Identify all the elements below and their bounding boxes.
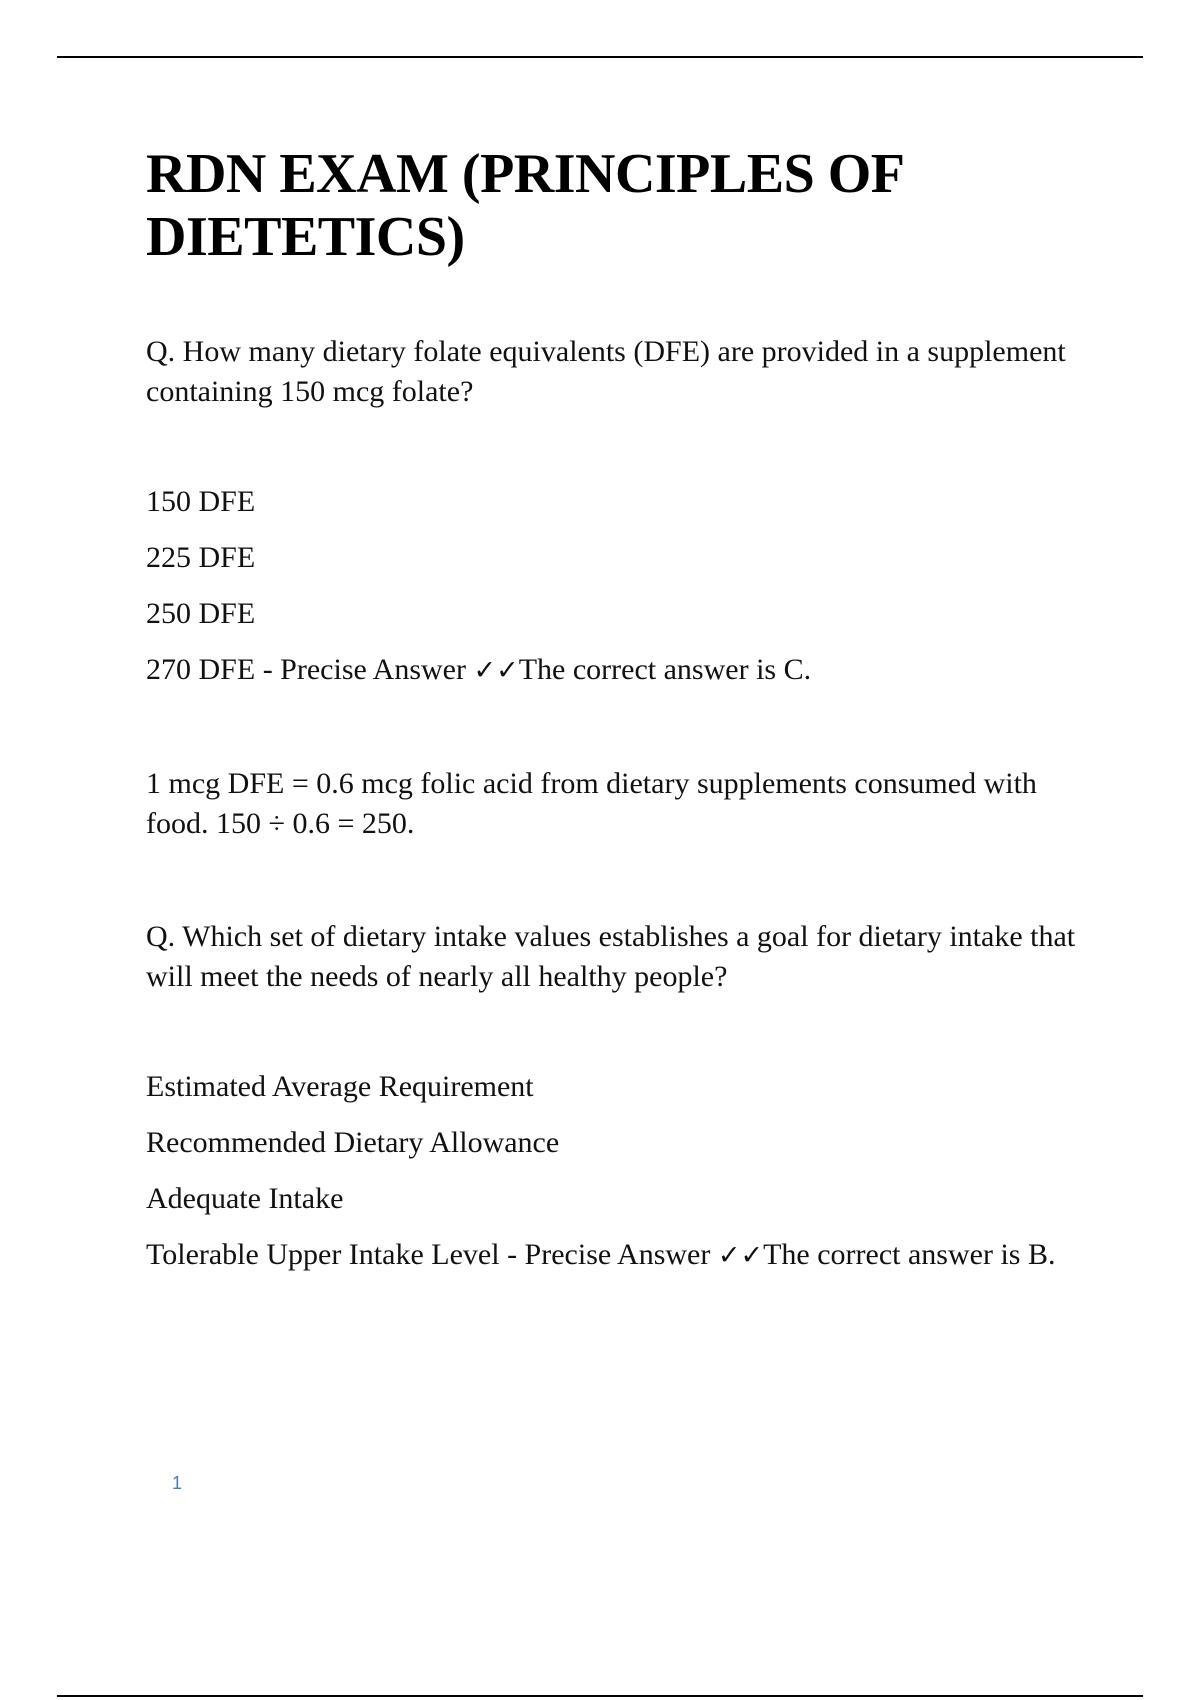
double-check-icon: ✓✓	[717, 1240, 764, 1271]
question-1-option-c: 250 DFE	[146, 597, 256, 630]
bottom-rule	[57, 1695, 1143, 1697]
question-2-option-d: Tolerable Upper Intake Level	[146, 1238, 500, 1271]
question-1-option-a: 150 DFE	[146, 485, 256, 518]
question-1-option-d: 270 DFE	[146, 653, 256, 686]
question-2-prompt: Q. Which set of dietary intake values establishes a goal for dietary intake that will meet the needs of nearly all healthy people?	[146, 920, 1076, 993]
question-1-correct-answer: The correct answer is C.	[518, 653, 812, 686]
question-1-option-b: 225 DFE	[146, 541, 256, 574]
page-number: 1	[172, 1473, 183, 1493]
answer-prefix: - Precise Answer	[255, 653, 474, 686]
answer-prefix: - Precise Answer	[499, 1238, 718, 1271]
question-2-answer-line	[146, 1235, 1106, 1276]
question-1-answer-line	[146, 650, 1106, 691]
question-2-option-b: Recommended Dietary Allowance	[146, 1126, 560, 1159]
question-1-prompt: Q. How many dietary folate equivalents (DFE) are provided in a supplement containing 150 mcg folate?	[146, 335, 1066, 408]
top-rule	[57, 56, 1143, 58]
question-1-explanation: 1 mcg DFE = 0.6 mcg folic acid from dietary supplements consumed with food. 150 ÷ 0.6 = 250.	[146, 767, 1037, 840]
page-content	[146, 143, 1106, 1276]
double-check-icon: ✓✓	[473, 655, 519, 686]
question-2-option-c: Adequate Intake	[146, 1182, 344, 1215]
document-title: RDN EXAM (PRINCIPLES OF DIETETICS)	[146, 143, 903, 268]
question-2-option-a: Estimated Average Requirement	[146, 1070, 534, 1103]
question-2-correct-answer: The correct answer is B.	[763, 1238, 1056, 1271]
